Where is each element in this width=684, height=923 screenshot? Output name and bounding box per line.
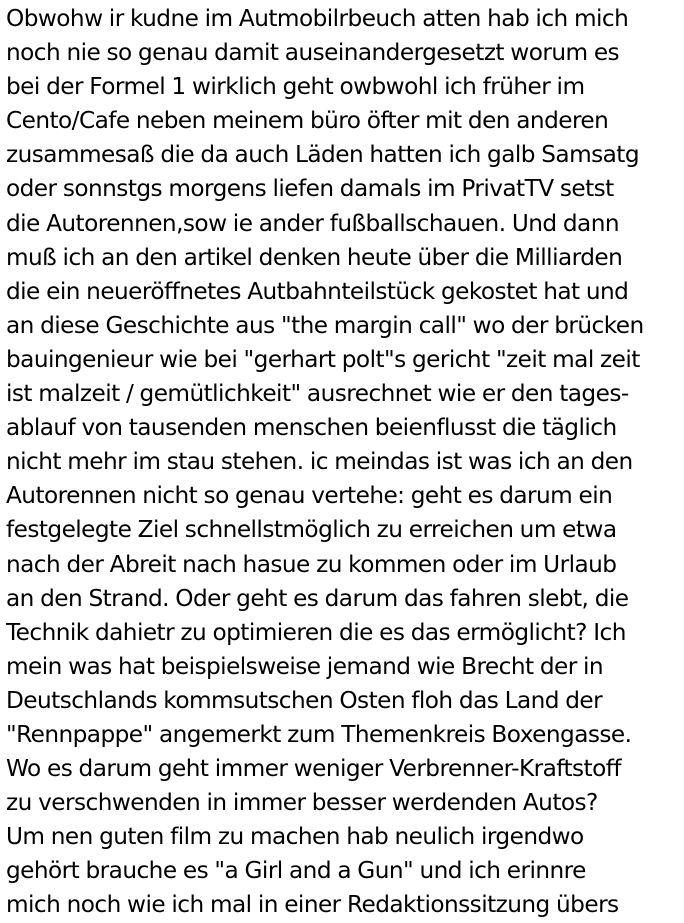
text-line: Obwohw ir kudne im Autmobilrbeuch atten hab ich mich — [6, 5, 629, 32]
text-line: Cento/Cafe neben meinem büro öfter mit den anderen — [6, 107, 609, 135]
text-line: nicht mehr im stau stehen. ic meindas ist was ich an den — [6, 448, 633, 476]
text-line: bei der Formel 1 wirklich geht owbwohl ich früher im — [6, 73, 585, 101]
document-body — [6, 2, 682, 923]
text-line: Wo es darum geht immer weniger Verbrenner-Kraftstoff — [6, 755, 621, 783]
text-line: mein was hat beispielsweise jemand wie Brecht der in — [6, 652, 604, 680]
text-line: bauingenieur wie bei "gerhart polt"s gericht "zeit mal zeit — [6, 345, 640, 373]
text-line: die ein neueröffnetes Autbahnteilstück gekostet hat und — [6, 277, 629, 305]
text-line: an diese Geschichte aus "the margin call" wo der brücken — [6, 311, 644, 339]
text-line: zu verschwenden in immer besser werdenden Autos? — [6, 789, 598, 817]
text-line: zusammesaß die da auch Läden hatten ich galb Samsatg — [6, 141, 640, 169]
text-line: mich noch wie ich mal in einer Redaktionssitzung übers — [6, 891, 619, 919]
text-line: Technik dahietr zu optimieren die es das ermöglicht? Ich — [6, 618, 626, 646]
text-line: "Rennpappe" angemerkt zum Themenkreis Boxengasse. — [6, 720, 632, 748]
text-line: oder sonnstgs morgens liefen damals im PrivatTV setst — [6, 175, 614, 203]
text-line: die Autorennen,sow ie ander fußballschauen. Und dann — [6, 209, 620, 237]
text-line: festgelegte Ziel schnellstmöglich zu erreichen um etwa — [6, 516, 617, 544]
text-line: muß ich an den artikel denken heute über die Milliarden — [6, 243, 623, 271]
text-line: gehört brauche es "a Girl and a Gun" und ich erinnre — [6, 857, 586, 885]
text-line: an den Strand. Oder geht es darum das fahren slebt, die — [6, 584, 629, 612]
text-line: Autorennen nicht so genau vertehe: geht es darum ein — [6, 482, 613, 510]
text-line: ablauf von tausenden menschen beienflusst die täglich — [6, 414, 617, 442]
text-line: ist malzeit / gemütlichkeit" ausrechnet wie er den tages- — [6, 380, 629, 408]
text-line: Um nen guten film zu machen hab neulich irgendwo — [6, 823, 584, 851]
text-line: Deutschlands kommsutschen Osten floh das Land der — [6, 686, 603, 714]
text-line: nach der Abreit nach hasue zu kommen oder im Urlaub — [6, 550, 617, 578]
text-line: noch nie so genau damit auseinandergesetzt worum es — [6, 39, 620, 67]
